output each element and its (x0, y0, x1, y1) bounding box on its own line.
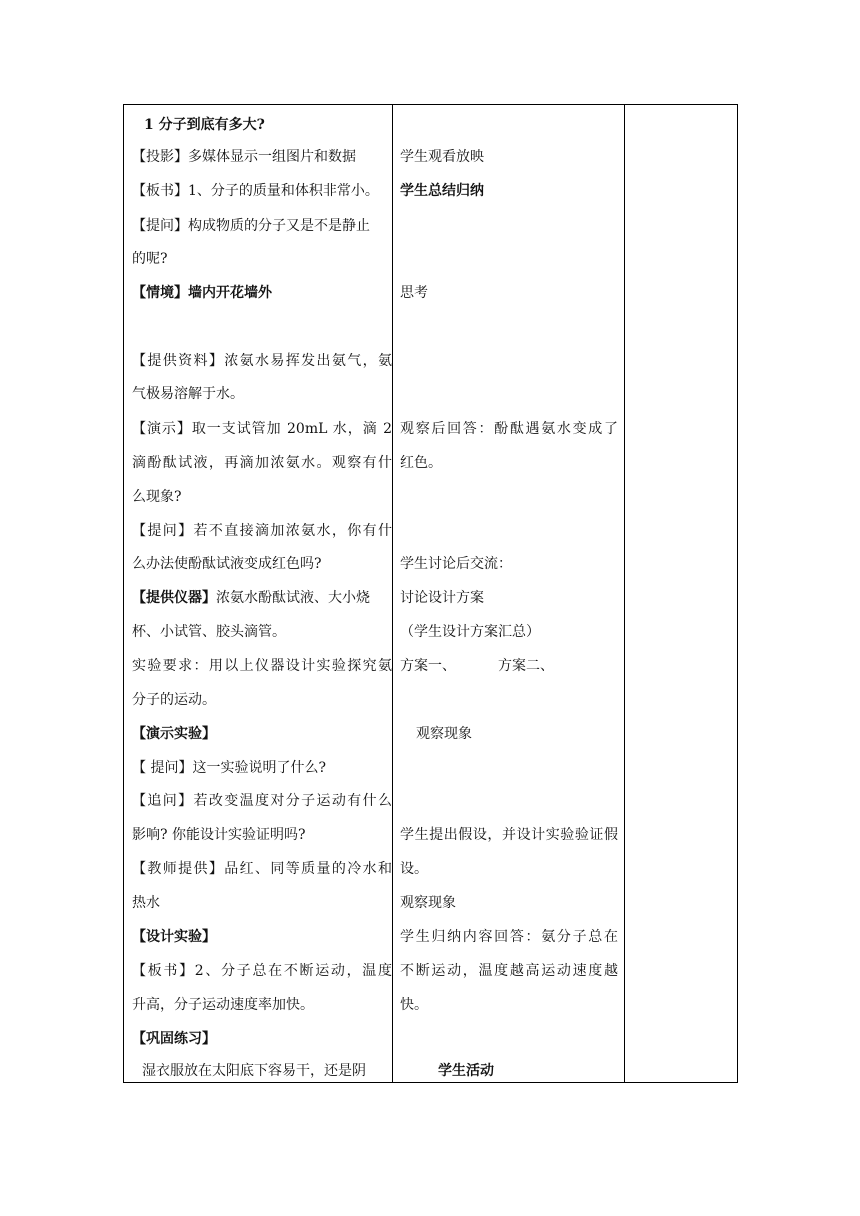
column-divider-1 (392, 105, 393, 1082)
text-line: 气极易溶解于水。 (132, 386, 244, 402)
text-line: 设。 (400, 861, 428, 877)
text-line: 升高，分子运动速度率加快。 (132, 997, 314, 1013)
text-line: 么办法使酚酞试液变成红色吗? (132, 556, 322, 572)
text-line: 【板书】2、分子总在不断运动，温度 (132, 963, 392, 979)
text-line: 热水 (132, 895, 160, 911)
text-line: 影响? 你能设计实验证明吗? (132, 827, 306, 843)
equipment-text: 浓氨水酚酞试液、大小烧 (216, 590, 370, 606)
plan-one-label: 方案一、 (400, 658, 456, 674)
text-line: 【 提问】这一实验说明了什么? (132, 760, 326, 776)
plan-two-label: 方案二、 (498, 658, 554, 674)
text-line: 【教师提供】品红、同等质量的冷水和 (132, 861, 392, 877)
text-line: 【演示】取一支试管加 20mL 水，滴 2 (132, 421, 392, 437)
text-line: 【演示实验】 (132, 726, 216, 742)
lesson-table (123, 104, 738, 1083)
text-line: 思考 (400, 285, 428, 301)
text-line: （学生设计方案汇总） (400, 624, 540, 640)
label-provided-equipment: 【提供仪器】 (132, 590, 216, 606)
text-line: 学生讨论后交流： (400, 556, 512, 572)
text-line: 红色。 (400, 455, 442, 471)
text-line: 学生归纳内容回答：氨分子总在 (400, 929, 618, 945)
text-line (132, 283, 272, 303)
text-line: 滴酚酞试液，再滴加浓氨水。观察有什 (132, 455, 392, 471)
column-divider-2 (624, 105, 625, 1082)
text-line: 分子的运动。 (132, 692, 216, 708)
heading-molecule-size: 1 分子到底有多大? (144, 117, 265, 133)
text-line: 学生观看放映 (400, 149, 484, 165)
text-line: 观察现象 (416, 726, 472, 742)
text-line: 【提供资料】浓氨水易挥发出氨气，氨 (132, 353, 392, 369)
text-line: 观察后回答：酚酞遇氨水变成了 (400, 421, 618, 437)
text-line (132, 588, 370, 608)
text-line: 实验要求：用以上仪器设计实验探究氨 (132, 658, 392, 674)
label-scenario: 【情境】 (132, 285, 188, 301)
text-line: 讨论设计方案 (400, 590, 484, 606)
scenario-text: 墙内开花墙外 (188, 285, 272, 301)
text-line: 杯、小试管、胶头滴管。 (132, 624, 286, 640)
text-line (400, 656, 554, 676)
text-line: 的呢? (132, 251, 168, 267)
text-line: 【提问】构成物质的分子又是不是静止 (132, 218, 370, 234)
text-line: 快。 (400, 997, 428, 1013)
text-line: 湿衣服放在太阳底下容易干，还是阴 (142, 1063, 366, 1079)
text-line: 学生活动 (438, 1063, 494, 1079)
text-line: 【设计实验】 (132, 929, 216, 945)
text-line: 么现象? (132, 489, 182, 505)
text-line: 不断运动，温度越高运动速度越 (400, 963, 618, 979)
text-line: 【提问】若不直接滴加浓氨水，你有什 (132, 523, 392, 539)
text-line: 【投影】多媒体显示一组图片和数据 (132, 149, 356, 165)
text-line: 学生提出假设，并设计实验验证假 (400, 827, 618, 843)
text-line: 观察现象 (400, 895, 456, 911)
text-line: 【巩固练习】 (132, 1031, 216, 1047)
text-line: 学生总结归纳 (400, 183, 484, 199)
text-line: 【追问】若改变温度对分子运动有什么 (132, 793, 392, 809)
text-line: 【板书】1、分子的质量和体积非常小。 (132, 183, 379, 199)
